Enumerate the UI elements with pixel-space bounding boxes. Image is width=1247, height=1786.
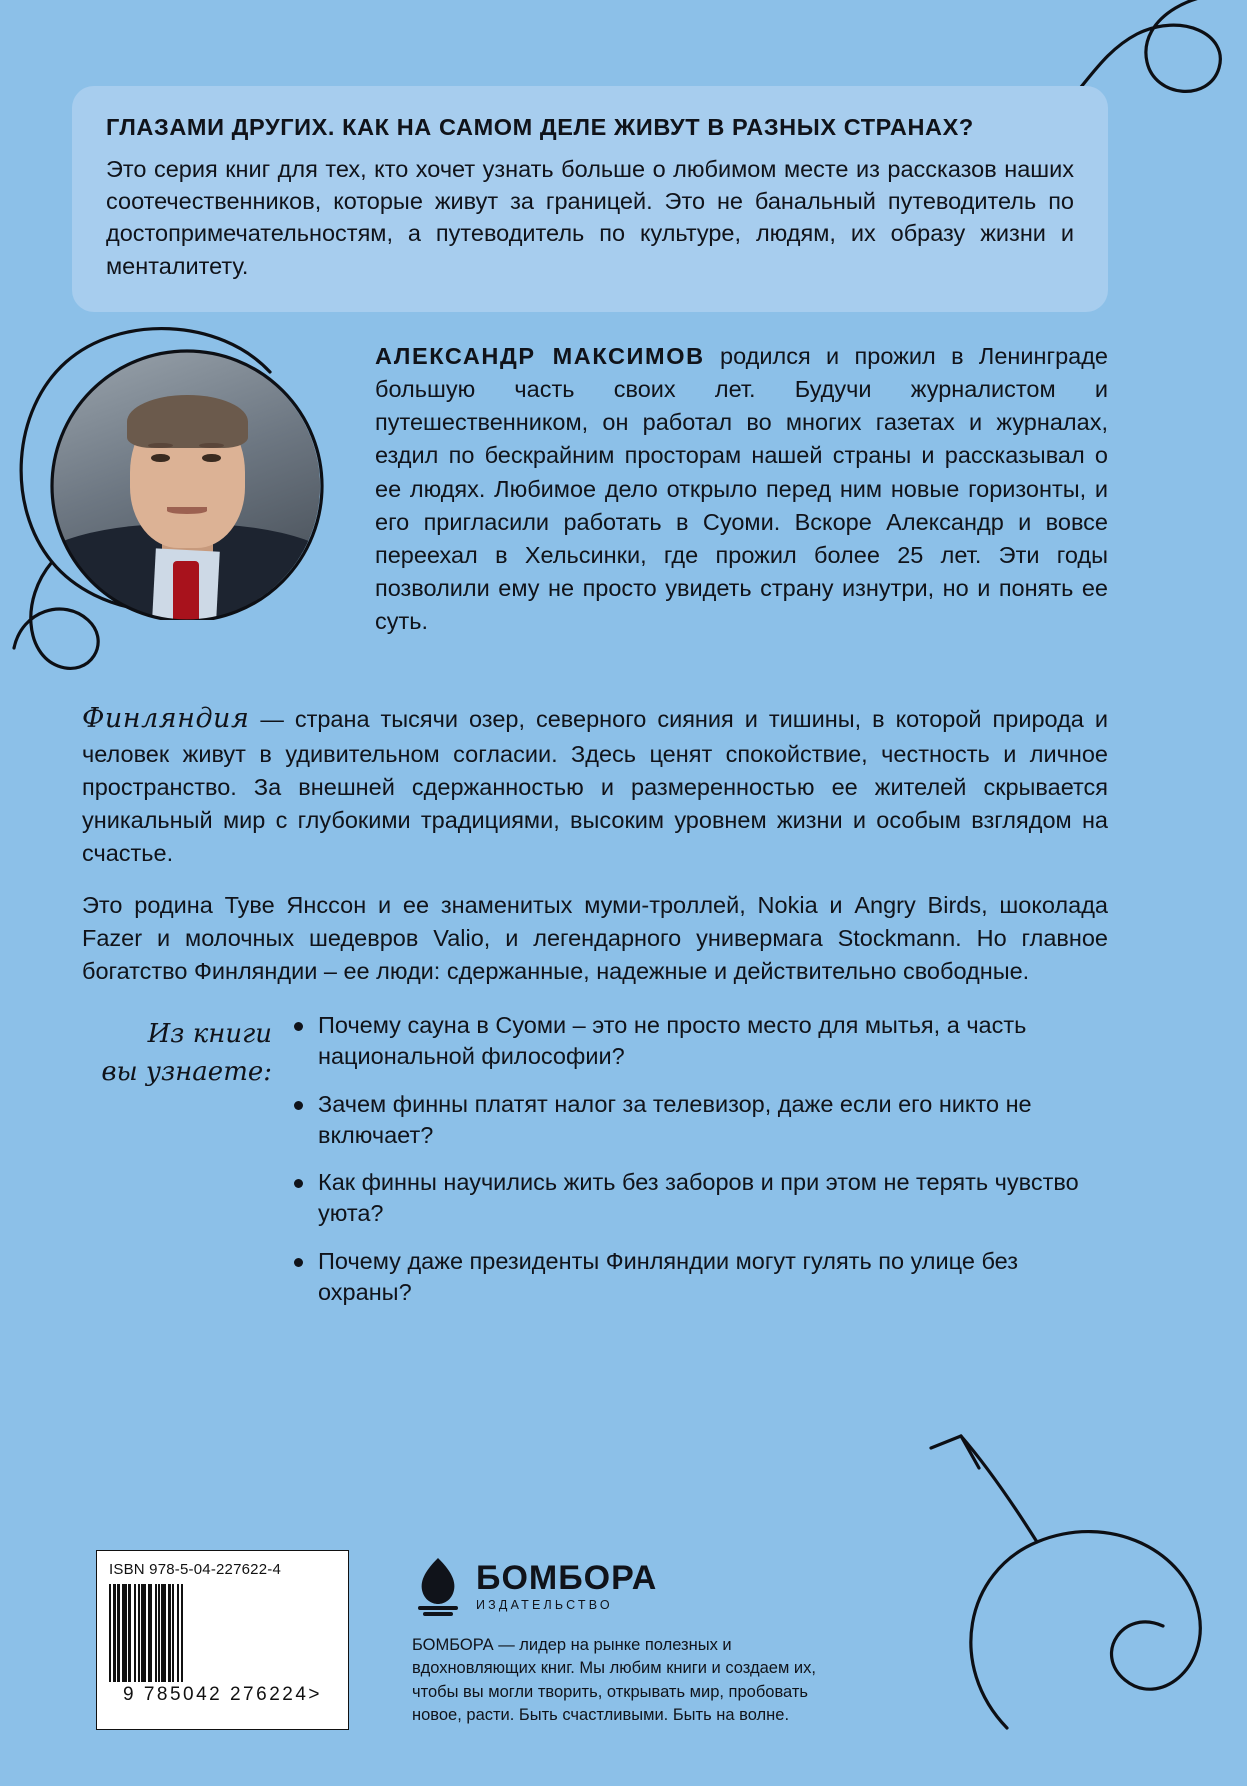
learn-label-line1: Из книги bbox=[147, 1019, 272, 1049]
list-item: Зачем финны платят налог за телевизор, даже если его никто не включает? bbox=[290, 1089, 1108, 1152]
author-portrait bbox=[42, 330, 332, 620]
publisher-name: БОМБОРА bbox=[476, 1558, 658, 1597]
author-bio bbox=[375, 340, 1108, 638]
country-name: Финляндия bbox=[82, 703, 250, 734]
list-item: Как финны научились жить без заборов и при этом не терять чувство уюта? bbox=[290, 1167, 1108, 1230]
country-paragraph-2: Это родина Туве Янссон и ее знаменитых муми-троллей, Nokia и Angry Birds, шоколада Fazer и молочных шедевров Valio, и легендарного универмага Stockmann. Но главное богатство Финляндии – ее люди: сдержанные, надежные и действительно свободные. bbox=[82, 891, 1108, 984]
publisher-description: БОМБОРА — лидер на рынке полезных и вдохновляющих книг. Мы любим книги и создаем их, чтобы вы могли творить, открывать мир, пробовать новое, расти. Быть счастливыми. Быть на волне. bbox=[412, 1636, 816, 1725]
author-bio-text: родился и прожил в Ленинграде большую часть своих лет. Будучи журналистом и путешественником, он работал во многих газетах и журналах, ездил по бескрайним просторам нашей страны и рассказывал о ее людях. Любимое дело открыло перед ним новые горизонты, и его пригласили работать в Суоми. Вскоре Александр и вовсе переехал в Хельсинки, где прожил более 25 лет. Эти годы позволили ему не просто увидеть страну изнутри, но и понять ее суть. bbox=[375, 343, 1108, 634]
series-description-box bbox=[72, 86, 1108, 312]
series-text: Это серия книг для тех, кто хочет узнать больше о любимом месте из рассказов наших соотечественников, которые живут за границей. Это не банальный путеводитель по достопримечательностям, а путеводитель по культуре, людям, их образу жизни и менталитету. bbox=[106, 156, 1074, 279]
country-paragraph-1-text: — страна тысячи озер, северного сияния и тишины, в которой природа и человек живут в удивительном согласии. Здесь ценят спокойствие, честность и личное пространство. За внешней сдержанностью и размеренностью ее жителей скрывается уникальный мир с глубокими традициями, высоким уровнем жизни и особым взглядом на счастье. bbox=[82, 706, 1108, 867]
learn-section bbox=[82, 1010, 1108, 1324]
publisher-block bbox=[412, 1556, 862, 1728]
isbn-label: ISBN 978-5-04-227622-4 bbox=[109, 1561, 282, 1578]
portrait-ring-icon bbox=[42, 330, 332, 620]
author-name: АЛЕКСАНДР МАКСИМОВ bbox=[375, 343, 705, 369]
country-description bbox=[82, 700, 1108, 1006]
learn-label-line2: вы узнаете: bbox=[101, 1056, 272, 1087]
list-item: Почему даже президенты Финляндии могут гулять по улице без охраны? bbox=[290, 1246, 1108, 1309]
publisher-logo-icon bbox=[412, 1556, 464, 1616]
barcode bbox=[109, 1584, 336, 1682]
series-title: ГЛАЗАМИ ДРУГИХ. КАК НА САМОМ ДЕЛЕ ЖИВУТ В РАЗНЫХ СТРАНАХ? bbox=[106, 114, 974, 140]
barcode-digits-text: 9 785042 276224 bbox=[122, 1684, 309, 1705]
barcode-digits bbox=[109, 1684, 336, 1706]
learn-list bbox=[290, 1010, 1108, 1324]
country-paragraph-1 bbox=[82, 700, 1108, 871]
list-item: Почему сауна в Суоми – это не просто место для мытья, а часть национальной философии? bbox=[290, 1010, 1108, 1073]
decorative-arrow-icon bbox=[887, 1336, 1247, 1766]
barcode-digits-suffix: > bbox=[308, 1684, 323, 1705]
publisher-subtitle: ИЗДАТЕЛЬСТВО bbox=[476, 1597, 613, 1612]
learn-label bbox=[82, 1010, 272, 1324]
isbn-barcode-block bbox=[96, 1550, 349, 1730]
